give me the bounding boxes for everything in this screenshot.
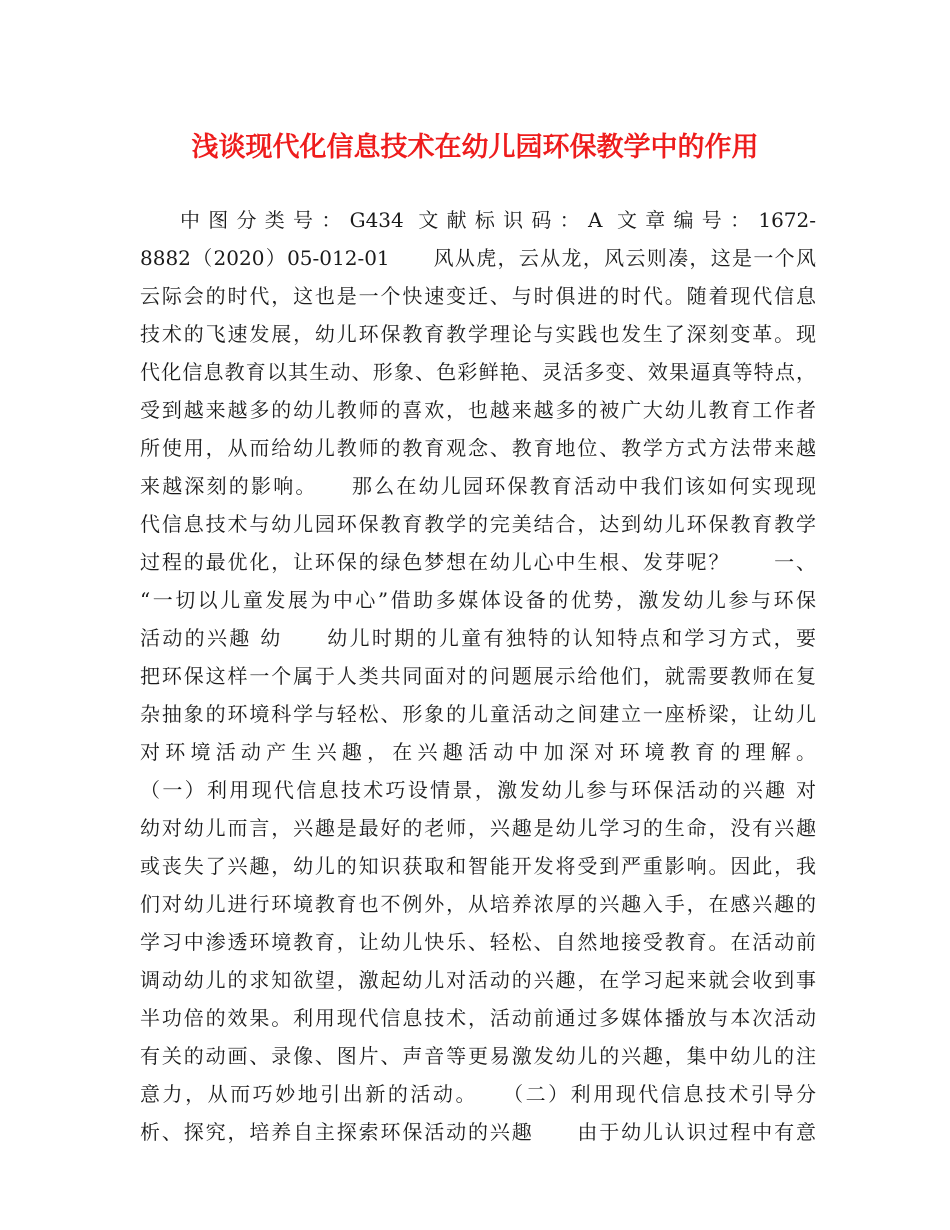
document-title: 浅谈现代化信息技术在幼儿园环保教学中的作用 xyxy=(191,132,759,163)
text-line: 技术的飞速发展，幼儿环保教育教学理论与实践也发生了深刻变革。现 xyxy=(140,322,816,346)
text-line: 有关的动画、录像、图片、声音等更易激发幼儿的兴趣，集中幼儿的注 xyxy=(140,1044,816,1068)
text-line: 代信息技术与幼儿园环保教育教学的完美结合，达到幼儿环保教育教学 xyxy=(140,512,816,536)
text-line: 所使用，从而给幼儿教师的教育观念、教育地位、教学方式方法带来越 xyxy=(140,436,816,460)
text-line: 半功倍的效果。利用现代信息技术，活动前通过多媒体播放与本次活动 xyxy=(140,1006,816,1030)
text-line: 意力，从而巧妙地引出新的活动。 （二）利用现代信息技术引导分 xyxy=(140,1082,816,1106)
body-text xyxy=(140,201,816,1151)
text-line: 活动的兴趣 幼 幼儿时期的儿童有独特的认知特点和学习方式，要 xyxy=(140,626,816,650)
text-line: 对环境活动产生兴趣，在兴趣活动中加深对环境教育的理解。 xyxy=(140,740,816,764)
text-line: 或丧失了兴趣，幼儿的知识获取和智能开发将受到严重影响。因此，我 xyxy=(140,854,816,878)
text-line: 8882（2020）05-012-01 风从虎，云从龙，风云则凑，这是一个风 xyxy=(140,246,816,270)
text-line: 云际会的时代，这也是一个快速变迁、与时俱进的时代。随着现代信息 xyxy=(140,284,816,308)
text-line: 过程的最优化，让环保的绿色梦想在幼儿心中生根、发芽呢？ 一、 xyxy=(140,550,816,574)
text-line: 学习中渗透环境教育，让幼儿快乐、轻松、自然地接受教育。在活动前 xyxy=(140,930,816,954)
text-line: 代化信息教育以其生动、形象、色彩鲜艳、灵活多变、效果逼真等特点， xyxy=(140,360,816,384)
text-line: 幼对幼儿而言，兴趣是最好的老师，兴趣是幼儿学习的生命，没有兴趣 xyxy=(140,816,816,840)
text-line: 中图分类号：G434 文献标识码：A 文章编号：1672- xyxy=(180,208,816,232)
text-line: 析、探究，培养自主探索环保活动的兴趣 由于幼儿认识过程中有意 xyxy=(140,1120,816,1144)
text-line: （一）利用现代信息技术巧设情景，激发幼儿参与环保活动的兴趣 对 xyxy=(140,778,816,802)
text-line: “一切以儿童发展为中心”借助多媒体设备的优势，激发幼儿参与环保 xyxy=(140,588,816,612)
text-line: 们对幼儿进行环境教育也不例外，从培养浓厚的兴趣入手，在感兴趣的 xyxy=(140,892,816,916)
text-line: 杂抽象的环境科学与轻松、形象的儿童活动之间建立一座桥梁，让幼儿 xyxy=(140,702,816,726)
text-line: 把环保这样一个属于人类共同面对的问题展示给他们，就需要教师在复 xyxy=(140,664,816,688)
text-line: 调动幼儿的求知欲望，激起幼儿对活动的兴趣，在学习起来就会收到事 xyxy=(140,968,816,992)
text-line: 受到越来越多的幼儿教师的喜欢，也越来越多的被广大幼儿教育工作者 xyxy=(140,398,816,422)
text-line: 来越深刻的影响。 那么在幼儿园环保教育活动中我们该如何实现现 xyxy=(140,474,816,498)
